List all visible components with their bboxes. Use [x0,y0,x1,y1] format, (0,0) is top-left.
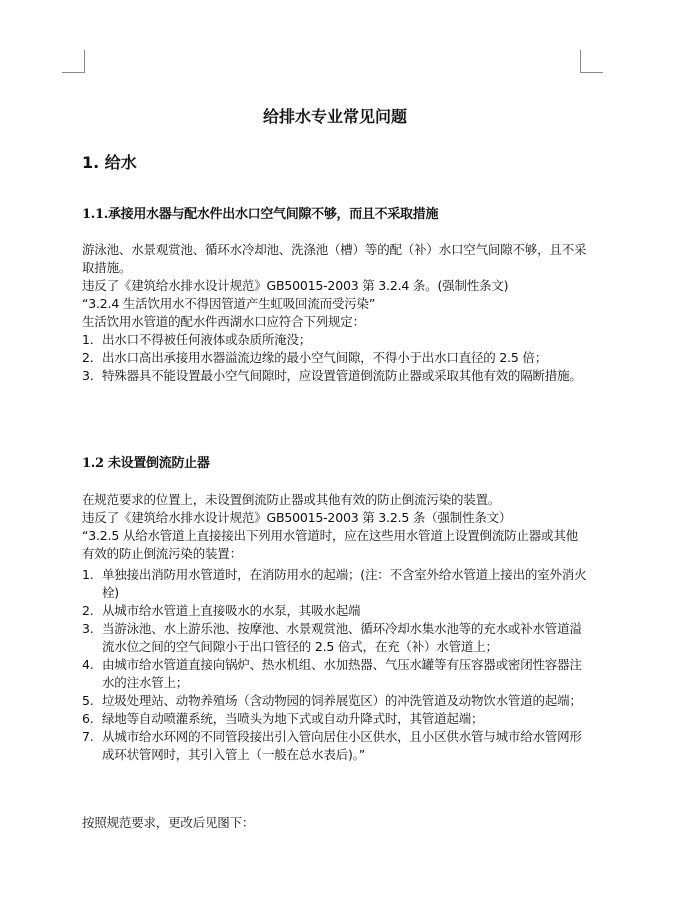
list-number: 4. [82,657,94,672]
list-text: 由城市给水管道直接向锅炉、热水机组、水加热器、气压水罐等有压容器或密闭性容器注水的注水管上； [102,657,582,690]
list-text: 出水口不得被任何液体或杂质所淹没； [102,332,312,347]
list-number: 6. [82,711,94,726]
list-item [82,692,588,710]
list-number: 5. [82,693,94,708]
list-item [82,710,588,728]
paragraph: 违反了《建筑给水排水设计规范》GB50015-2003 第 3.2.5 条（强制性条文） [82,510,512,525]
list-text: 单独接出消防用水管道时，在消防用水的起端；(注：不含室外给水管道上接出的室外消火栓) [102,567,587,600]
quote-paragraph: “3.2.4 生活饮用水不得因管道产生虹吸回流而受污染” [82,296,376,311]
list-text: 特殊器具不能设置最小空气间隙时，应设置管道倒流防止器或采取其他有效的隔断措施。 [102,368,582,383]
subsection-heading-1-2: 1.2 未设置倒流防止器 [82,456,210,471]
list-item [82,331,588,349]
list-item [82,620,588,656]
list-text: 从城市给水管道上直接吸水的水泵，其吸水起端 [102,603,361,618]
document-title: 给排水专业常见问题 [262,107,407,126]
page-corner-mark-top-right [580,50,603,73]
list-text: 绿地等自动喷灌系统，当喷头为地下式或自动升降式时，其管道起端； [102,711,484,726]
list-item [82,566,588,602]
requirement-list-1-1 [82,331,588,385]
quote-paragraph: “3.2.5 从给水管道上直接接出下列用水管道时，应在这些用水管道上设置倒流防止器或其他有效的防止倒流污染的装置： [82,528,578,561]
list-item [82,656,588,692]
list-number: 2. [82,603,94,618]
paragraph: 生活饮用水管道的配水件西湖水口应符合下列规定： [82,314,365,329]
list-item [82,349,588,367]
closing-paragraph: 按照规范要求，更改后见图下： [82,815,255,830]
paragraph: 违反了《建筑给水排水设计规范》GB50015-2003 第 3.2.4 条。(强制性条文) [82,278,509,293]
list-number: 1. [82,332,94,347]
list-text: 出水口高出承接用水器溢流边缘的最小空气间隙，不得小于出水口直径的 2.5 倍； [102,350,548,365]
section-heading-water-supply: 1. 给水 [82,153,137,172]
list-item [82,367,588,385]
list-item [82,728,588,764]
list-number: 7. [82,729,94,744]
subsection-heading-1-1: 1.1.承接用水器与配水件出水口空气间隙不够，而且不采取措施 [82,207,439,222]
list-item [82,602,588,620]
list-text: 垃圾处理站、动物养殖场（含动物园的饲养展览区）的冲洗管道及动物饮水管道的起端； [102,693,582,708]
list-number: 3. [82,368,94,383]
list-number: 2. [82,350,94,365]
list-text: 从城市给水环网的不同管段接出引入管向居住小区供水，且小区供水管与城市给水管网形成环状管网时，其引入管上（一般在总水表后)。” [102,729,582,762]
paragraph: 在规范要求的位置上，未设置倒流防止器或其他有效的防止倒流污染的装置。 [82,492,501,507]
paragraph: 游泳池、水景观赏池、循环水冷却池、洗涤池（槽）等的配（补）水口空气间隙不够，且不采取措施。 [82,242,587,275]
page-corner-mark-top-left [62,50,85,73]
requirement-list-1-2 [82,566,588,764]
list-text: 当游泳池、水上游乐池、按摩池、水景观赏池、循环冷却水集水池等的充水或补水管道溢流水位之间的空气间隙小于出口管径的 2.5 倍式，在充（补）水管道上； [102,621,582,654]
list-number: 3. [82,621,94,636]
list-number: 1. [82,567,94,582]
